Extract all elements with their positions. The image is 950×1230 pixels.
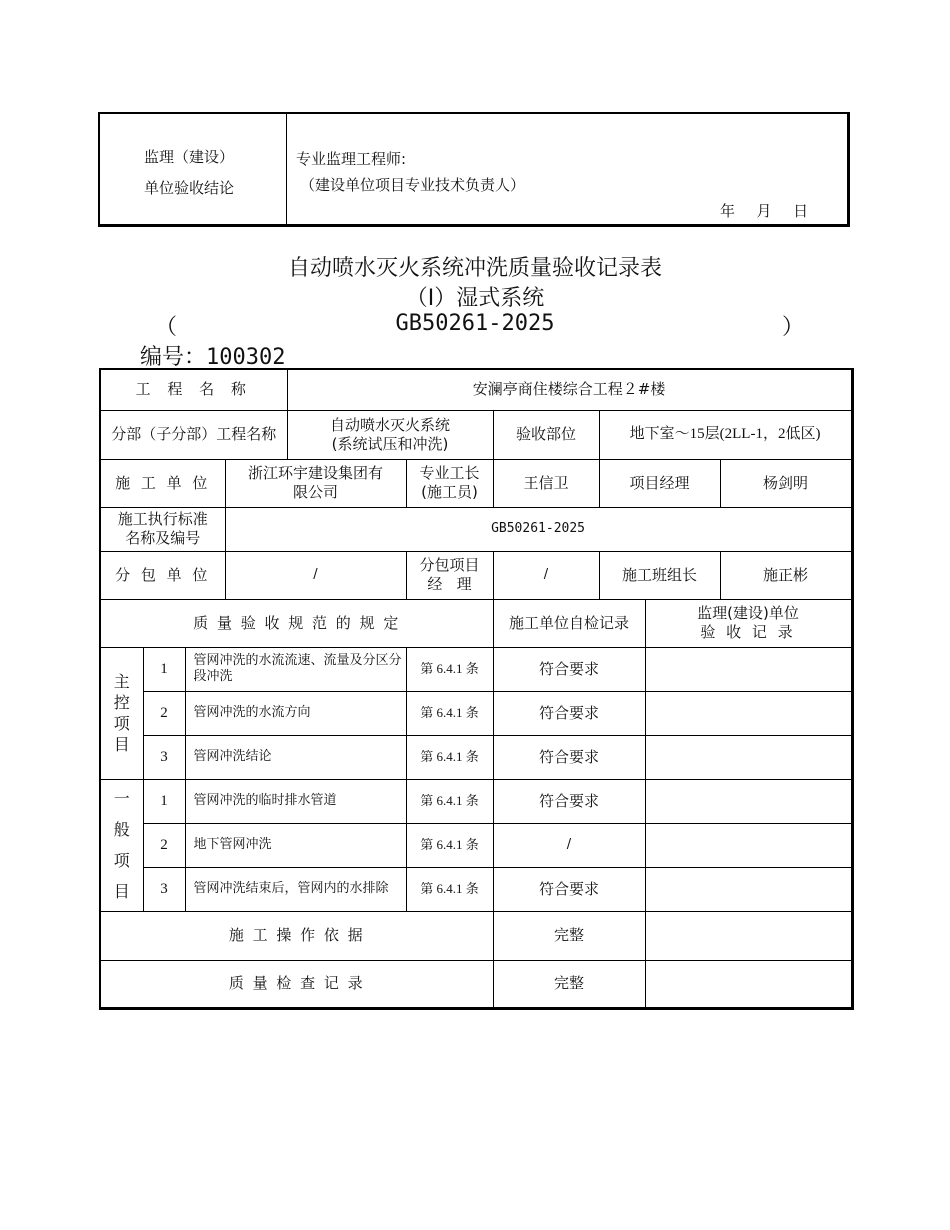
project-manager-label: 项目经理 (599, 459, 720, 507)
table-row (100, 823, 852, 867)
sub-pm-label (406, 551, 493, 599)
subcontractor-label: 分 包 单 位 (100, 551, 225, 599)
sub-project-label: 分部（子分部）工程名称 (100, 410, 287, 459)
sub-project-line2: (系统试压和冲洗) (331, 434, 449, 453)
item-clause: 第 6.4.1 条 (406, 823, 493, 867)
table-row (100, 691, 852, 735)
box-divider (286, 114, 287, 224)
sub-pm-label-line2: 经 理 (427, 575, 472, 593)
item-clause: 第 6.4.1 条 (406, 735, 493, 779)
acceptance-part-value: 地下室～15层(2LL-1，2低区) (599, 410, 852, 459)
item-description: 管网冲洗结论 (185, 735, 406, 779)
form-number-value: 100302 (206, 345, 286, 370)
item-supervision-cell (645, 647, 852, 691)
supervision-conclusion-box (98, 112, 850, 227)
foreman-label (406, 459, 493, 507)
item-description: 管网冲洗的水流流速、流量及分区分段冲洗 (185, 647, 406, 691)
date-label: 年 月 日 (720, 202, 813, 220)
exec-standard-label-line2: 名称及编号 (125, 529, 201, 547)
main-control-group-label (100, 647, 143, 779)
group-char: 主 (113, 672, 130, 691)
foreman-label-line2: (施工员) (421, 483, 478, 501)
subcontractor-value: / (225, 551, 406, 599)
standard-code: GB50261-2025 (395, 311, 555, 336)
tech-lead-label: （建设单位项目专业技术负责人） (300, 176, 526, 194)
item-result: / (493, 823, 645, 867)
item-result: 符合要求 (493, 735, 645, 779)
column-header-row (100, 599, 852, 647)
basis-row (100, 911, 852, 960)
operation-basis-supervision (645, 911, 852, 960)
group-char: 目 (113, 735, 130, 754)
record-row (100, 960, 852, 1008)
team-leader-label: 施工班组长 (599, 551, 720, 599)
item-result: 符合要求 (493, 867, 645, 911)
group-char: 控 (113, 693, 130, 712)
item-result: 符合要求 (493, 691, 645, 735)
item-description: 管网冲洗的水流方向 (185, 691, 406, 735)
table-row (100, 735, 852, 779)
item-number: 3 (143, 867, 185, 911)
group-char: 目 (113, 882, 130, 901)
item-supervision-cell (645, 735, 852, 779)
standard-open-paren: （ (155, 315, 178, 340)
supervision-header (645, 599, 852, 647)
item-supervision-cell (645, 823, 852, 867)
group-char: 项 (113, 714, 130, 733)
form-number (140, 340, 286, 371)
exec-standard-label (100, 507, 225, 551)
exec-standard-row (100, 507, 852, 551)
item-supervision-cell (645, 779, 852, 823)
quality-record-value: 完整 (493, 960, 645, 1008)
team-leader-value: 施正彬 (720, 551, 852, 599)
item-supervision-cell (645, 867, 852, 911)
self-check-header: 施工单位自检记录 (493, 599, 645, 647)
item-description: 地下管网冲洗 (185, 823, 406, 867)
item-description: 管网冲洗的临时排水管道 (185, 779, 406, 823)
acceptance-part-label: 验收部位 (493, 410, 599, 459)
quality-record-label: 质 量 检 查 记 录 (100, 960, 493, 1008)
contractor-line2: 限公司 (292, 483, 338, 501)
form-number-label: 编号： (140, 345, 207, 370)
project-row (100, 369, 852, 410)
contractor-row (100, 459, 852, 507)
contractor-label: 施 工 单 位 (100, 459, 225, 507)
standard-close-paren: ） (782, 315, 805, 340)
operation-basis-value: 完整 (493, 911, 645, 960)
exec-standard-label-line1: 施工执行标准 (117, 510, 208, 528)
item-number: 1 (143, 779, 185, 823)
table-row (100, 647, 852, 691)
group-char: 般 (113, 820, 130, 839)
subcontractor-row (100, 551, 852, 599)
table-row (100, 779, 852, 823)
group-char: 一 (113, 789, 130, 808)
supervising-engineer-label: 专业监理工程师: (296, 150, 407, 168)
contractor-value (225, 459, 406, 507)
conclusion-label-line2: 单位验收结论 (144, 179, 235, 197)
sub-project-row (100, 410, 852, 459)
item-number: 2 (143, 823, 185, 867)
item-result: 符合要求 (493, 647, 645, 691)
acceptance-table (99, 368, 854, 1010)
foreman-label-line1: 专业工长 (419, 464, 480, 482)
item-description: 管网冲洗结束后，管网内的水排除 (185, 867, 406, 911)
item-clause: 第 6.4.1 条 (406, 647, 493, 691)
sub-pm-label-line1: 分包项目 (419, 556, 480, 574)
supervision-header-line2: 验 收 记 录 (700, 623, 796, 641)
item-number: 1 (143, 647, 185, 691)
item-number: 3 (143, 735, 185, 779)
item-result: 符合要求 (493, 779, 645, 823)
table-row (100, 867, 852, 911)
group-char: 项 (113, 851, 130, 870)
item-number: 2 (143, 691, 185, 735)
item-clause: 第 6.4.1 条 (406, 867, 493, 911)
sub-project-value (287, 410, 493, 459)
foreman-value: 王信卫 (493, 459, 599, 507)
form-subtitle: （Ⅰ）湿式系统 (405, 286, 545, 311)
supervision-header-line1: 监理(建设)单位 (697, 604, 799, 622)
conclusion-label-line1: 监理（建设） (144, 148, 235, 166)
contractor-line1: 浙江环宇建设集团有 (247, 464, 383, 482)
project-manager-value: 杨剑明 (720, 459, 852, 507)
operation-basis-label: 施 工 操 作 依 据 (100, 911, 493, 960)
quality-record-supervision (645, 960, 852, 1008)
general-group-label (100, 779, 143, 911)
sub-project-line1: 自动喷水灭火系统 (329, 415, 450, 434)
project-name-label: 工 程 名 称 (100, 369, 287, 410)
item-supervision-cell (645, 691, 852, 735)
item-clause: 第 6.4.1 条 (406, 779, 493, 823)
form-title: 自动喷水灭火系统冲洗质量验收记录表 (287, 256, 662, 281)
project-name-value: 安澜亭商住楼综合工程２#楼 (287, 369, 852, 410)
exec-standard-value: GB50261-2025 (225, 507, 852, 551)
spec-header: 质 量 验 收 规 范 的 规 定 (100, 599, 493, 647)
sub-pm-value: / (493, 551, 599, 599)
item-clause: 第 6.4.1 条 (406, 691, 493, 735)
